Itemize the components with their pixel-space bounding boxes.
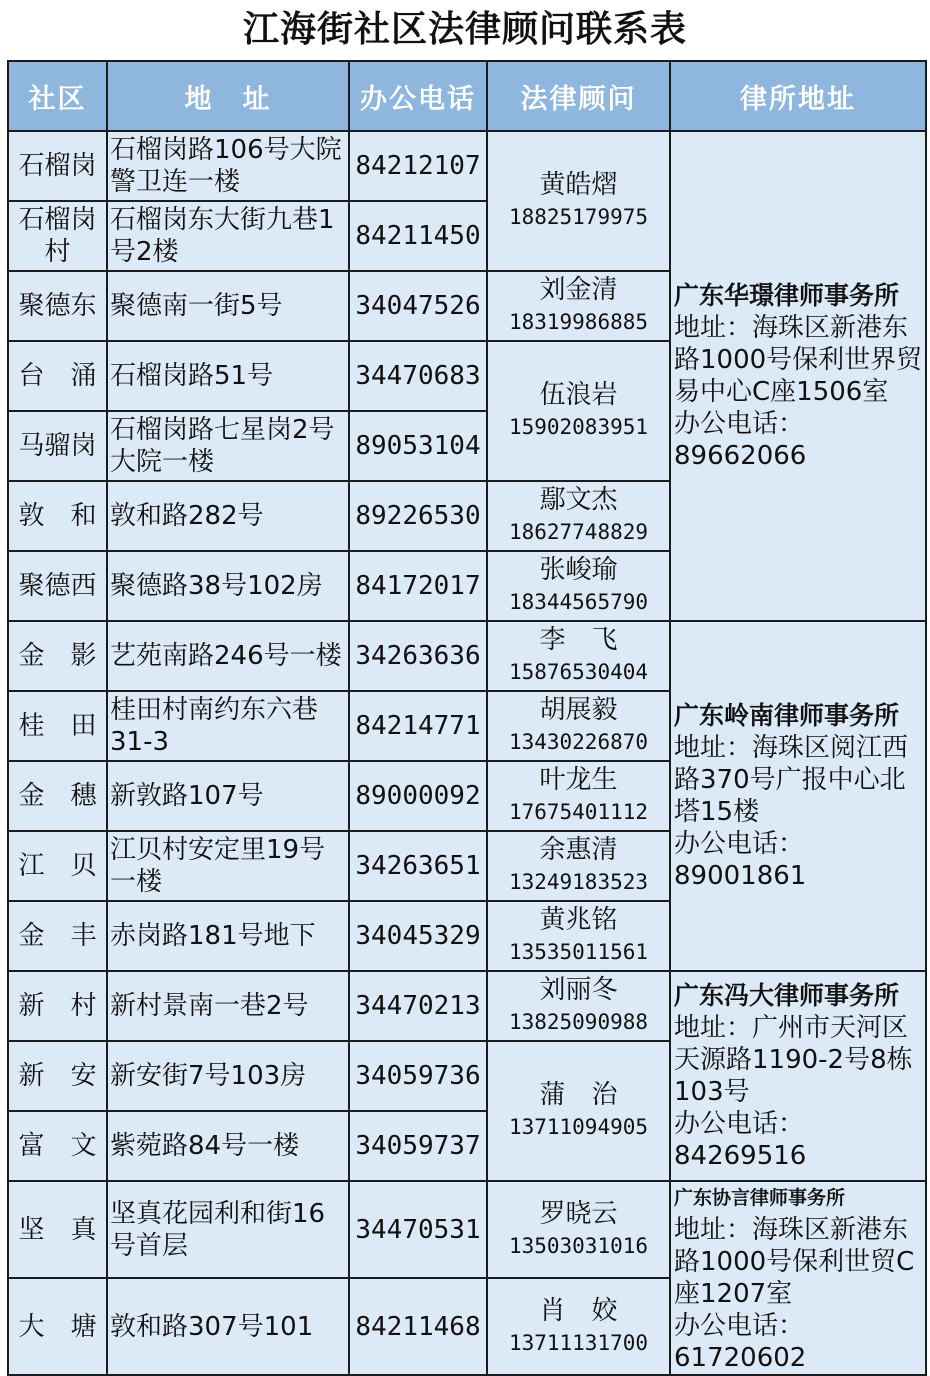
phone-cell: 34470683 — [349, 341, 487, 411]
advisor-phone: 15902083951 — [508, 415, 649, 439]
community-cell: 江 贝 — [8, 831, 107, 901]
phone-cell: 84172017 — [349, 551, 487, 621]
address-cell: 石榴岗路51号 — [107, 341, 349, 411]
address-cell: 敦和路307号101 — [107, 1278, 349, 1375]
phone-cell: 34059736 — [349, 1041, 487, 1111]
phone-cell: 34263651 — [349, 831, 487, 901]
community-cell: 新 村 — [8, 971, 107, 1041]
advisor-cell — [487, 831, 670, 901]
advisor-cell — [487, 901, 670, 971]
community-cell: 金 穗 — [8, 761, 107, 831]
address-cell: 聚德南一街5号 — [107, 271, 349, 341]
table-row — [8, 621, 926, 691]
phone-cell: 34263636 — [349, 621, 487, 691]
advisor-cell — [487, 481, 670, 551]
address-cell: 石榴岗路106号大院警卫连一楼 — [107, 131, 349, 201]
header-address: 地 址 — [107, 61, 349, 131]
table-row — [8, 131, 926, 201]
advisor-name: 刘丽冬 — [539, 975, 618, 1005]
address-cell: 赤岗路181号地下 — [107, 901, 349, 971]
advisor-name: 肖 姣 — [539, 1295, 618, 1326]
advisor-phone: 13825090988 — [508, 1010, 649, 1034]
community-cell: 石榴岗村 — [8, 201, 107, 271]
firm-phone: 办公电话：84269516 — [674, 1109, 807, 1171]
community-cell: 新 安 — [8, 1041, 107, 1111]
advisor-name: 黄兆铭 — [539, 905, 618, 935]
advisor-name: 李 飞 — [539, 625, 618, 655]
community-cell: 聚德西 — [8, 551, 107, 621]
community-cell: 大 塘 — [8, 1278, 107, 1375]
firm-address: 地址：海珠区阅江西路370号广报中心北塔15楼 — [674, 733, 909, 827]
firm-cell — [670, 131, 926, 621]
address-cell: 桂田村南约东六巷31-3 — [107, 691, 349, 761]
advisor-cell — [487, 131, 670, 271]
firm-name: 广东岭南律师事务所 — [674, 701, 900, 730]
header-row — [8, 61, 926, 131]
advisor-phone: 18825179975 — [508, 205, 649, 229]
advisor-phone: 13711131700 — [508, 1330, 649, 1355]
community-cell: 桂 田 — [8, 691, 107, 761]
phone-cell: 34470531 — [349, 1181, 487, 1278]
address-cell: 新敦路107号 — [107, 761, 349, 831]
address-cell: 石榴岗路七星岗2号大院一楼 — [107, 411, 349, 481]
firm-cell — [670, 621, 926, 971]
firm-name: 广东华璟律师事务所 — [674, 281, 900, 310]
advisor-phone: 13249183523 — [508, 870, 649, 894]
advisor-phone: 13711094905 — [508, 1115, 649, 1139]
table-row — [8, 1181, 926, 1278]
page-title: 江海街社区法律顾问联系表 — [242, 9, 687, 50]
advisor-cell — [487, 341, 670, 481]
phone-cell: 84212107 — [349, 131, 487, 201]
advisor-phone: 13503031016 — [508, 1233, 649, 1258]
advisor-name: 余惠清 — [539, 835, 618, 865]
phone-cell: 34047526 — [349, 271, 487, 341]
header-firm-address: 律所地址 — [670, 61, 926, 131]
address-cell: 聚德路38号102房 — [107, 551, 349, 621]
address-cell: 新安街7号103房 — [107, 1041, 349, 1111]
advisor-phone: 18344565790 — [508, 590, 649, 614]
firm-name: 广东冯大律师事务所 — [674, 981, 900, 1010]
phone-cell: 34059737 — [349, 1111, 487, 1181]
advisor-phone: 18627748829 — [508, 520, 649, 544]
advisor-cell — [487, 761, 670, 831]
phone-cell: 84214771 — [349, 691, 487, 761]
community-cell: 石榴岗 — [8, 131, 107, 201]
firm-address: 地址：广州市天河区天源路1190-2号8栋103号 — [674, 1013, 913, 1107]
header-community: 社区 — [8, 61, 107, 131]
table-row — [8, 971, 926, 1041]
community-cell: 金 影 — [8, 621, 107, 691]
advisor-cell — [487, 271, 670, 341]
advisor-cell — [487, 551, 670, 621]
phone-cell: 84211450 — [349, 201, 487, 271]
advisor-cell — [487, 1181, 670, 1278]
community-cell: 坚 真 — [8, 1181, 107, 1278]
phone-cell: 89226530 — [349, 481, 487, 551]
firm-cell — [670, 971, 926, 1181]
community-cell: 马骝岗 — [8, 411, 107, 481]
firm-phone: 办公电话：61720602 — [674, 1311, 807, 1373]
address-cell: 新村景南一巷2号 — [107, 971, 349, 1041]
address-cell: 坚真花园利和街16号首层 — [107, 1181, 349, 1278]
advisor-cell — [487, 1041, 670, 1181]
community-cell: 金 丰 — [8, 901, 107, 971]
advisor-cell — [487, 691, 670, 761]
address-cell: 江贝村安定里19号一楼 — [107, 831, 349, 901]
contact-table — [7, 60, 927, 1376]
address-cell: 敦和路282号 — [107, 481, 349, 551]
advisor-name: 蒲 治 — [539, 1080, 618, 1110]
firm-phone: 办公电话：89001861 — [674, 829, 807, 891]
advisor-phone: 13430226870 — [508, 730, 649, 754]
header-phone: 办公电话 — [349, 61, 487, 131]
advisor-name: 刘金清 — [539, 275, 618, 305]
phone-cell: 84211468 — [349, 1278, 487, 1375]
advisor-cell — [487, 621, 670, 691]
advisor-name: 叶龙生 — [539, 765, 618, 795]
advisor-name: 胡展毅 — [539, 695, 618, 725]
advisor-name: 罗晓云 — [539, 1198, 618, 1229]
advisor-phone: 18319986885 — [508, 310, 649, 334]
advisor-name: 鄢文杰 — [539, 485, 618, 515]
community-cell: 富 文 — [8, 1111, 107, 1181]
header-advisor: 法律顾问 — [487, 61, 670, 131]
advisor-phone: 15876530404 — [508, 660, 649, 684]
advisor-name: 黄皓熠 — [539, 170, 618, 200]
community-cell: 台 涌 — [8, 341, 107, 411]
advisor-name: 伍浪岩 — [539, 380, 618, 410]
community-cell: 聚德东 — [8, 271, 107, 341]
phone-cell: 34470213 — [349, 971, 487, 1041]
advisor-cell — [487, 1278, 670, 1375]
phone-cell: 89053104 — [349, 411, 487, 481]
firm-cell — [670, 1181, 926, 1375]
address-cell: 石榴岗东大街九巷1号2楼 — [107, 201, 349, 271]
advisor-phone: 17675401112 — [508, 800, 649, 824]
phone-cell: 89000092 — [349, 761, 487, 831]
firm-address: 地址：海珠区新港东路1000号保利世贸C座1207室 — [674, 1215, 915, 1309]
phone-cell: 34045329 — [349, 901, 487, 971]
address-cell: 艺苑南路246号一楼 — [107, 621, 349, 691]
advisor-cell — [487, 971, 670, 1041]
firm-name: 广东协言律师事务所 — [674, 1187, 846, 1209]
firm-address: 地址：海珠区新港东路1000号保利世界贸易中心C座1506室 — [674, 313, 923, 407]
community-cell: 敦 和 — [8, 481, 107, 551]
advisor-name: 张峻瑜 — [539, 555, 618, 585]
firm-phone: 办公电话：89662066 — [674, 409, 807, 471]
address-cell: 紫菀路84号一楼 — [107, 1111, 349, 1181]
advisor-phone: 13535011561 — [508, 940, 649, 964]
